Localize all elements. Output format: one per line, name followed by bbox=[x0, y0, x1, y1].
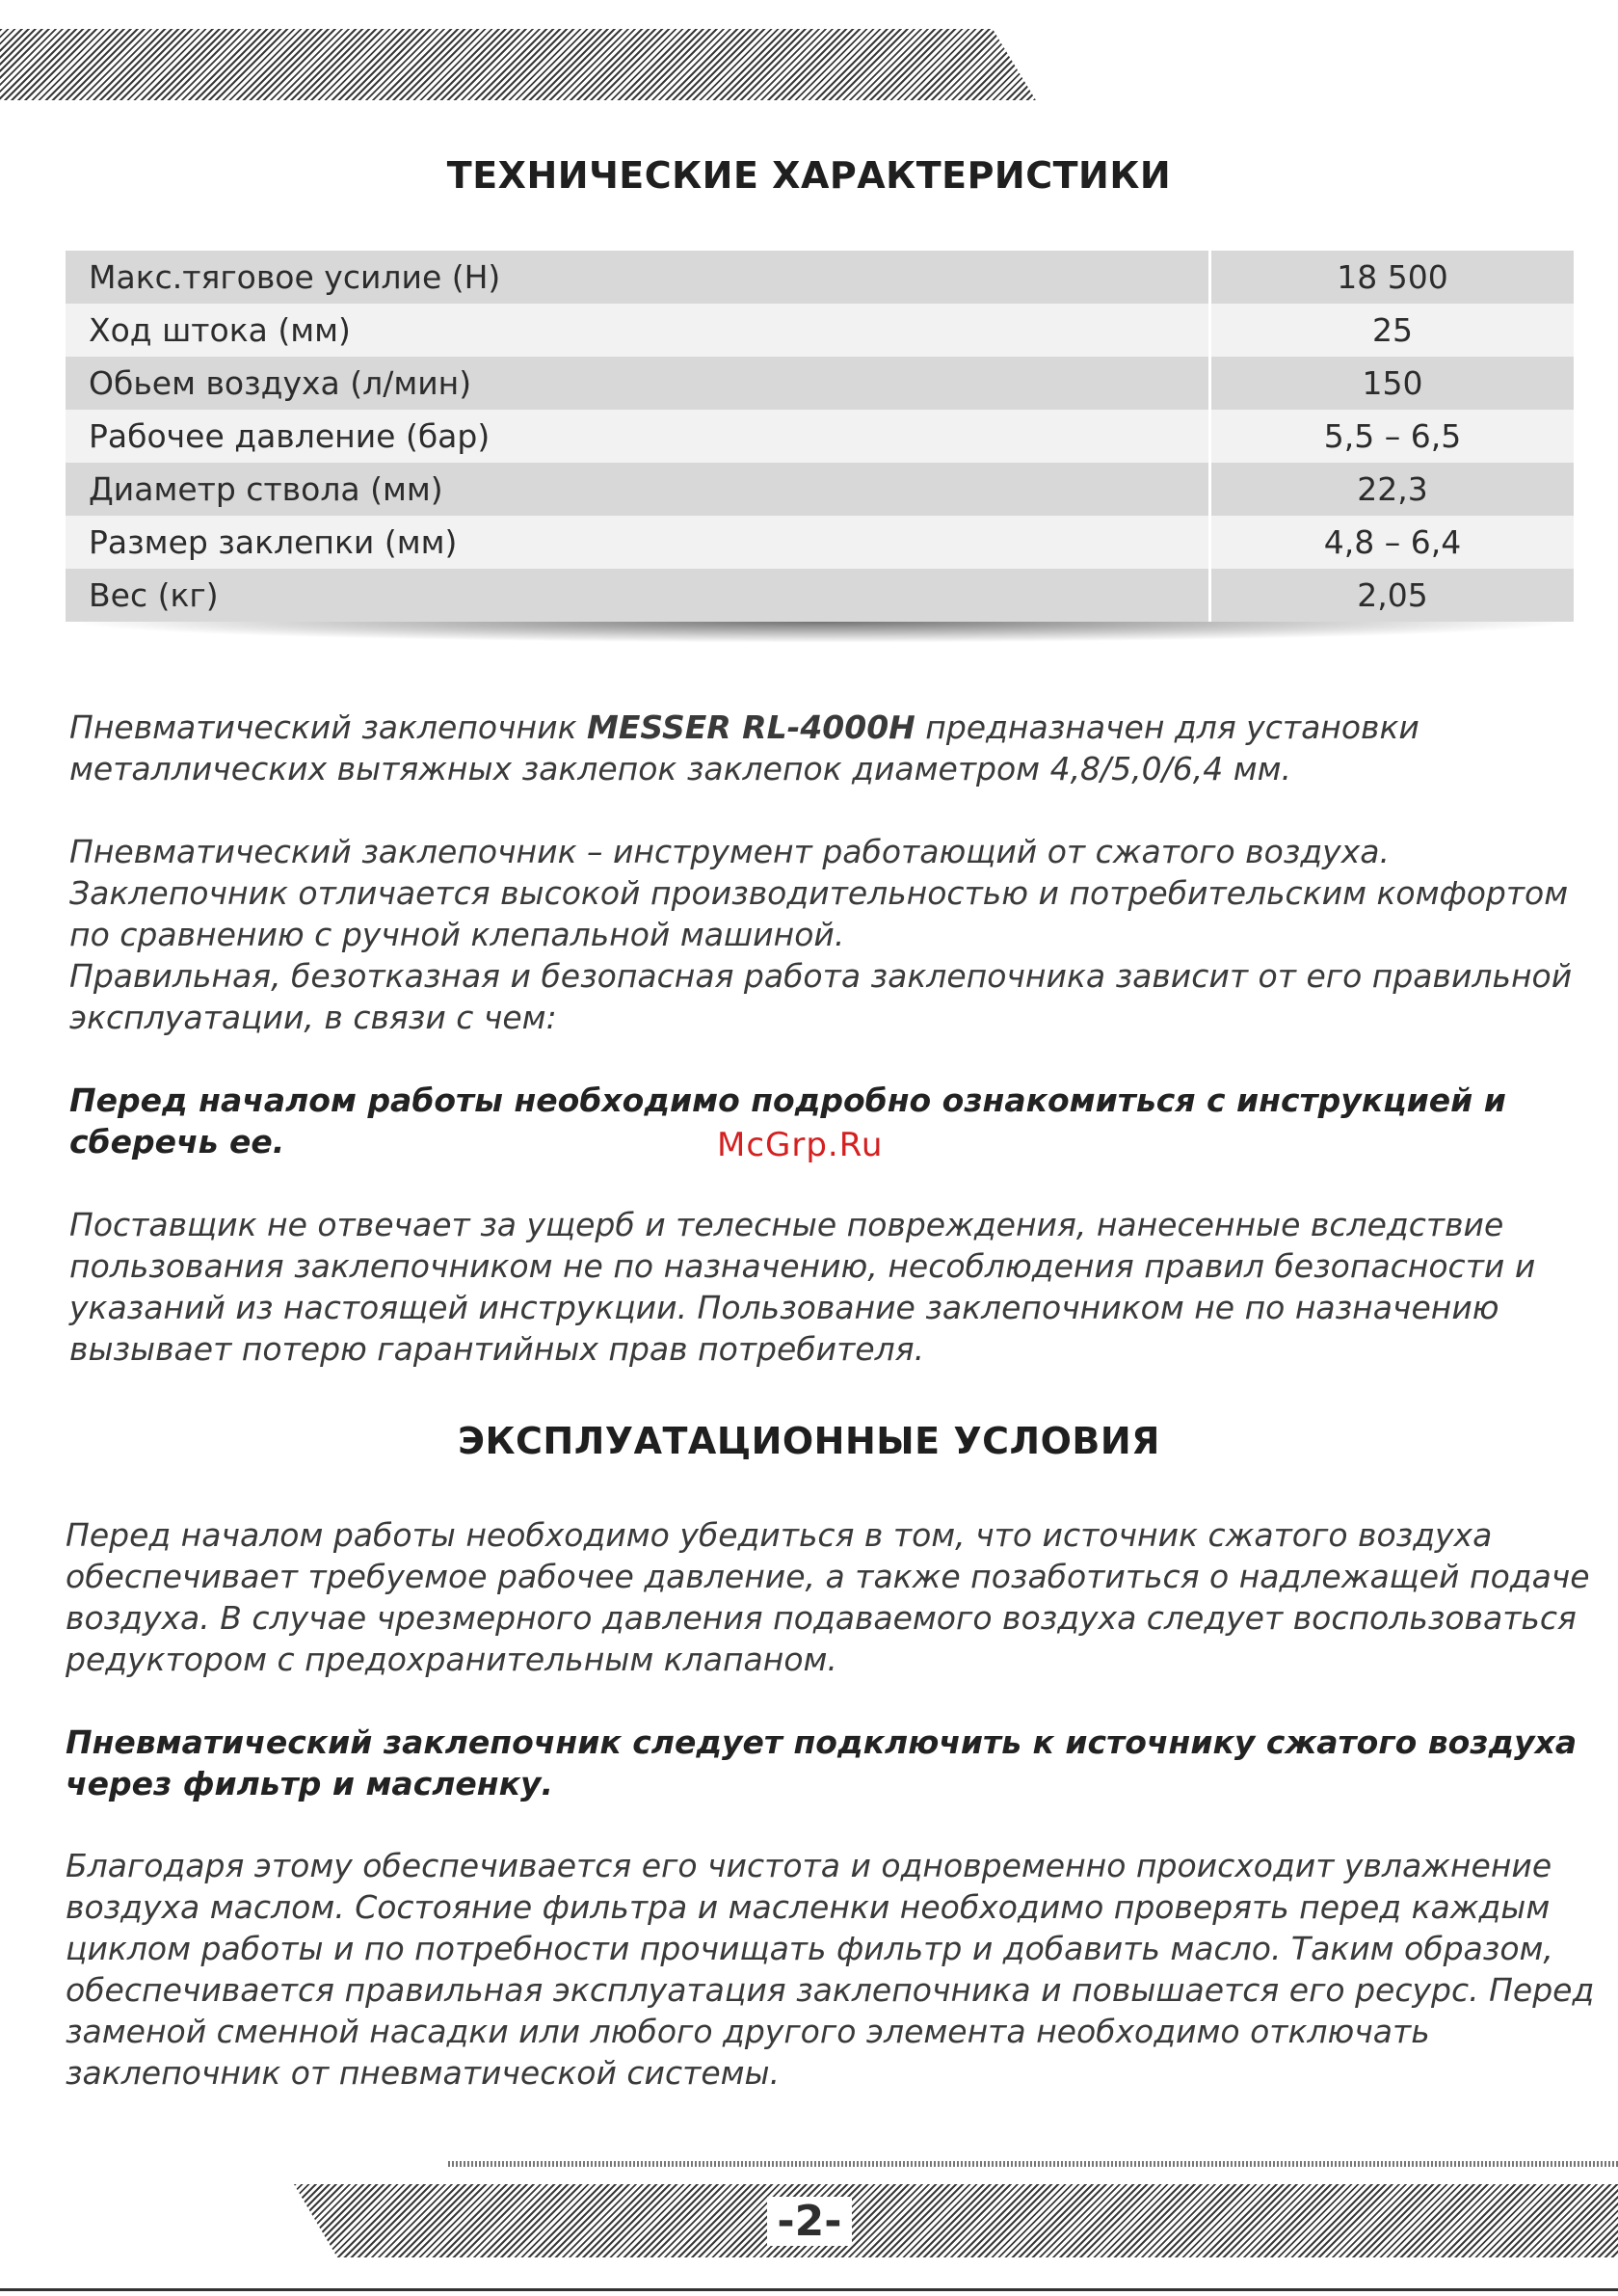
watermark: McGrp.Ru bbox=[717, 1126, 884, 1164]
conditions-paragraph-3: Благодаря этому обеспечивается его чистота и одновременно происходит увлажнение воздуха маслом. Состояние фильтра и масленки необходимо проверять перед каждым циклом работы и по потребности прочищать фильтр и добавить масло. Таким образом, обеспечивается правильная эксплуатация заклепочника и повышается его ресурс. Перед заменой сменной насадки или любого другого элемента необходимо отключать заклепочник от пневматической системы. bbox=[66, 1847, 1595, 2092]
table-row bbox=[66, 569, 1574, 622]
footer-hatch-band bbox=[294, 2184, 1618, 2257]
footer-dotted-line bbox=[448, 2161, 1618, 2167]
spec-label: Размер заклепки (мм) bbox=[66, 516, 1210, 569]
intro-paragraph-2: Пневматический заклепочник – инструмент работающий от сжатого воздуха. Заклепочник отличается высокой производительностью и потребительским комфортом по сравнению с ручной клепальной машиной. bbox=[69, 833, 1569, 953]
intro-paragraph-5: Поставщик не отвечает за ущерб и телесные повреждения, нанесенные вследствие пользования заклепочником не по назначению, несоблюдения правил безопасности и указаний из настоящей инструкции. Пользование заклепочником не по назначению вызывает потерю гарантийных прав потребителя. bbox=[69, 1206, 1536, 1368]
spec-value: 4,8 – 6,4 bbox=[1210, 516, 1575, 569]
spec-label: Вес (кг) bbox=[66, 569, 1210, 622]
spec-label: Рабочее давление (бар) bbox=[66, 410, 1210, 463]
table-row bbox=[66, 304, 1574, 357]
bottom-rule bbox=[0, 2288, 1618, 2291]
page-number bbox=[732, 2194, 887, 2248]
intro-text-before: Пневматический заклепочник bbox=[69, 708, 587, 746]
brand-name: MESSER RL-4000H bbox=[587, 708, 915, 746]
intro-paragraph-3: Правильная, безотказная и безопасная работа заклепочника зависит от его правильной эксплуатации, в связи с чем: bbox=[69, 957, 1573, 1036]
table-row bbox=[66, 463, 1574, 516]
table-shadow bbox=[66, 622, 1574, 643]
intro-paragraph-1 bbox=[69, 707, 1602, 789]
spec-label: Ход штока (мм) bbox=[66, 304, 1210, 357]
spec-value: 5,5 – 6,5 bbox=[1210, 410, 1575, 463]
conditions-title: ЭКСПЛУАТАЦИОННЫЕ УСЛОВИЯ bbox=[458, 1420, 1160, 1462]
intro-text-after: предназначен для установки металлических вытяжных заклепок заклепок диаметром 4,8/5,0/6,4 мм. bbox=[69, 708, 1419, 788]
spec-value: 2,05 bbox=[1210, 569, 1575, 622]
page-number-text: -2- bbox=[767, 2197, 851, 2246]
table-row bbox=[66, 357, 1574, 410]
conditions-paragraph-2: Пневматический заклепочник следует подключить к источнику сжатого воздуха через фильтр и масленку. bbox=[66, 1723, 1578, 1802]
table-row bbox=[66, 410, 1574, 463]
specs-title: ТЕХНИЧЕСКИЕ ХАРАКТЕРИСТИКИ bbox=[446, 154, 1172, 197]
spec-value: 18 500 bbox=[1210, 251, 1575, 304]
spec-value: 22,3 bbox=[1210, 463, 1575, 516]
table-row bbox=[66, 516, 1574, 569]
spec-value: 25 bbox=[1210, 304, 1575, 357]
intro-warning: Перед началом работы необходимо подробно ознакомиться с инструкцией и сберечь ее. bbox=[69, 1081, 1506, 1161]
conditions-paragraph-1: Перед началом работы необходимо убедиться в том, что источник сжатого воздуха обеспечивает требуемое рабочее давление, а также позаботиться о надлежащей подаче воздуха. В случае чрезмерного давления подаваемого воздуха следует воспользоваться редуктором с предохранительным клапаном. bbox=[66, 1516, 1590, 1678]
table-row bbox=[66, 251, 1574, 304]
spec-label: Диаметр ствола (мм) bbox=[66, 463, 1210, 516]
spec-label: Макс.тяговое усилие (Н) bbox=[66, 251, 1210, 304]
spec-label: Обьем воздуха (л/мин) bbox=[66, 357, 1210, 410]
specs-table bbox=[66, 251, 1574, 622]
spec-value: 150 bbox=[1210, 357, 1575, 410]
header-hatch-band bbox=[0, 29, 1036, 100]
